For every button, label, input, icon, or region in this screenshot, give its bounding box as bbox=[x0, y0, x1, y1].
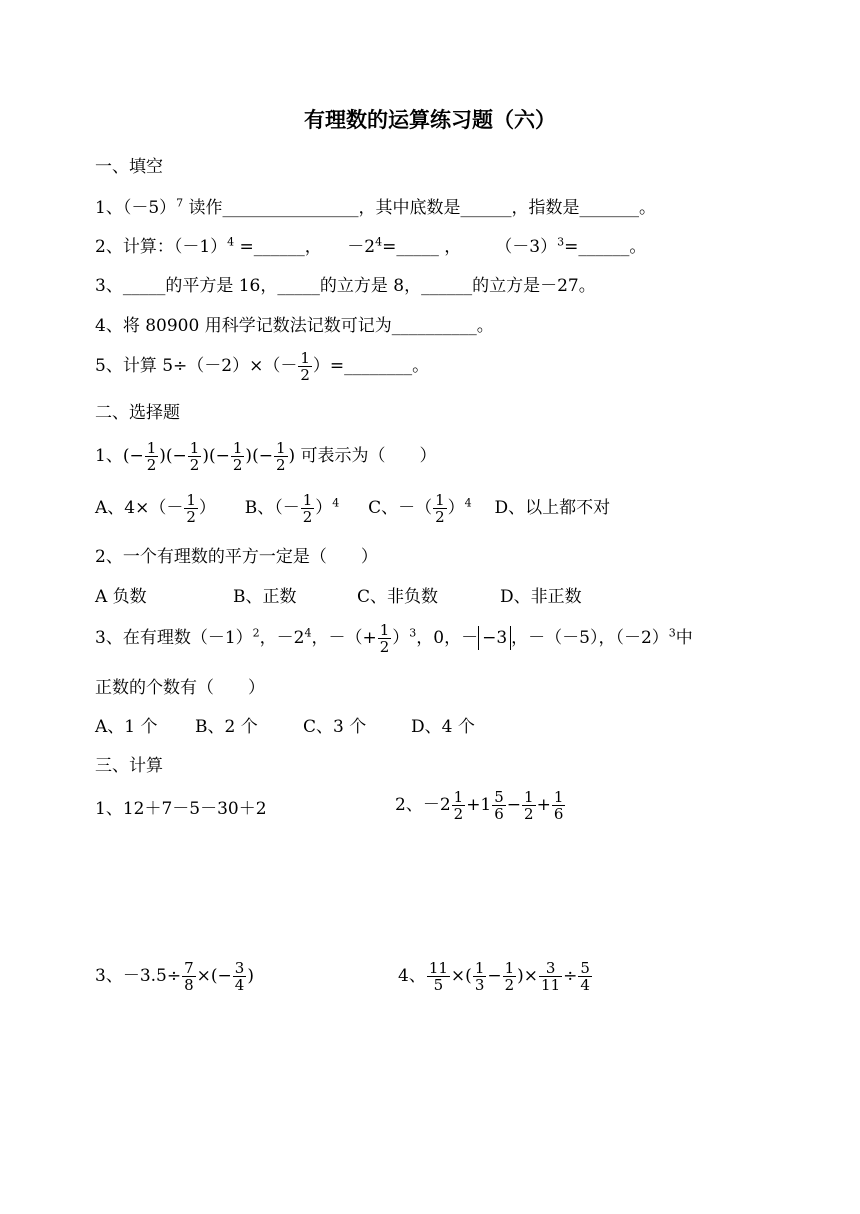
fraction: $\frac{1}{2}$ bbox=[275, 439, 286, 474]
fraction: $\frac{3}{4}$ bbox=[234, 959, 245, 994]
option-a: A 负数 bbox=[95, 587, 147, 607]
page-title: 有理数的运算练习题（六） bbox=[304, 108, 556, 132]
fill-question-4: 4、将 80900 用科学记数法记数可记为__________。 bbox=[95, 316, 494, 336]
fraction: $\frac{1}{6}$ bbox=[553, 788, 564, 823]
fill-question-3: 3、_____的平方是 16，_____的立方是 8，______的立方是－27。 bbox=[95, 276, 596, 296]
choice-question-1-options bbox=[95, 492, 610, 525]
fraction: $\frac{1}{2}$ bbox=[146, 439, 157, 474]
fraction: $\frac{5}{4}$ bbox=[580, 959, 590, 994]
fraction: $\frac{1}{3}$ bbox=[474, 959, 485, 994]
fraction: $\frac{1}{2}$ bbox=[189, 439, 200, 474]
fraction: $\frac{1}{2}$ bbox=[232, 439, 243, 474]
option-b: B、（－ $\frac{1}{2}$ ）$^4$ bbox=[244, 491, 340, 526]
fraction: $\frac{1}{2}$ bbox=[300, 349, 310, 384]
option-b: B、2 个 bbox=[195, 717, 258, 737]
fraction: $\frac{11}{5}$ bbox=[428, 959, 448, 994]
fill-question-5: 5、计算 5÷（－2）×（－ $\frac{1}{2}$ ）=________。 bbox=[95, 349, 430, 384]
section-heading-calculation: 三、计算 bbox=[95, 756, 163, 776]
choice-question-3-options bbox=[95, 716, 475, 738]
fraction: $\frac{1}{2}$ bbox=[186, 491, 196, 526]
option-b: B、正数 bbox=[233, 587, 297, 607]
option-c: C、3 个 bbox=[303, 717, 367, 737]
option-c: C、非负数 bbox=[357, 587, 439, 607]
option-d: D、非正数 bbox=[500, 587, 582, 607]
absolute-value: −3 bbox=[478, 626, 511, 650]
fraction: $\frac{1}{2}$ bbox=[302, 491, 313, 526]
fraction: $\frac{7}{8}$ bbox=[184, 959, 194, 994]
calc-problem-1: 1、12＋7－5－30＋2 bbox=[95, 799, 267, 819]
calc-problem-4: 4、 $\frac{11}{5}$ ×( $\frac{1}{3}$ − $\frac{1}{2}$ )× $\frac{3}{11}$ ÷ $\frac{5}{4}$ bbox=[398, 959, 590, 994]
section-heading-multiple-choice: 二、选择题 bbox=[95, 403, 180, 423]
fraction: $\frac{3}{11}$ bbox=[541, 959, 561, 994]
fraction: $\frac{1}{2}$ bbox=[524, 788, 534, 823]
calc-problem-3: 3、－3.5÷ $\frac{7}{8}$ ×(− $\frac{3}{4}$ ) bbox=[95, 959, 254, 994]
fraction: $\frac{1}{2}$ bbox=[504, 959, 515, 994]
option-d: D、4 个 bbox=[411, 717, 475, 737]
choice-question-2-options bbox=[95, 586, 582, 608]
choice-question-2: 2、一个有理数的平方一定是（ ） bbox=[95, 547, 378, 567]
choice-question-1: 1、(− $\frac{1}{2}$ )(− $\frac{1}{2}$ )(− $\frac{1}{2}$ )(− $\frac{1}{2}$ ) 可表示为（ ） bbox=[95, 439, 437, 474]
section-heading-fill-blank: 一、填空 bbox=[95, 157, 163, 177]
option-d: D、以上都不对 bbox=[494, 498, 611, 518]
option-a: A、1 个 bbox=[95, 717, 158, 737]
fraction: $\frac{5}{6}$ bbox=[494, 788, 504, 823]
fraction: $\frac{1}{2}$ bbox=[453, 788, 464, 823]
fill-question-2: 2、计算：$(-1)^4$ =______， $-2^4=\_\_\_\_\_$ ， $(-3)^3=\_\_\_\_\_\_$。 bbox=[95, 235, 647, 257]
fill-question-1: 1、$(-5)^7$ 读作________________，其中底数是______，指数是_______。 bbox=[95, 196, 657, 218]
fraction: $\frac{1}{2}$ bbox=[379, 621, 390, 656]
choice-question-3-continued: 正数的个数有（ ） bbox=[95, 678, 265, 698]
calc-problem-2: 2、－2 $\frac{1}{2}$ +1 $\frac{5}{6}$ − $\frac{1}{2}$ + $\frac{1}{6}$ bbox=[395, 788, 564, 823]
fraction: $\frac{1}{2}$ bbox=[435, 491, 445, 526]
choice-question-3: 3、在有理数$(-1)^2$，$-2^4$，－（+ $\frac{1}{2}$ ）$^3$，0，－ −3 ，－（－5），$(-2)^3$中 bbox=[95, 621, 693, 656]
option-a: A、4×（－ $\frac{1}{2}$ ） bbox=[95, 491, 216, 526]
option-c: C、－（ $\frac{1}{2}$ ）$^4$ bbox=[368, 491, 472, 526]
